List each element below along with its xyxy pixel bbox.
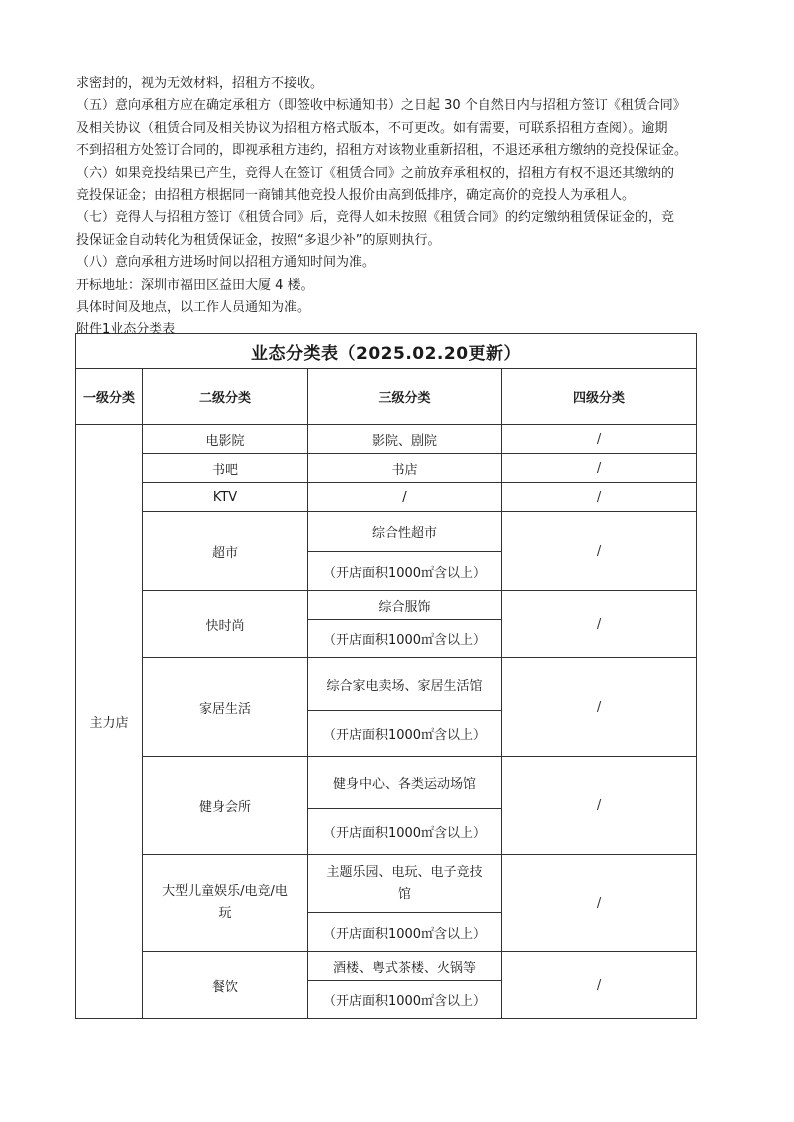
header-level2: 二级分类: [143, 369, 308, 425]
paragraph-line: （七）竞得人与招租方签订《租赁合同》后，竞得人如未按照《租赁合同》的约定缴纳租赁保证金的，竞: [76, 210, 675, 226]
level3-area-note: （开店面积1000㎡含以上）: [308, 711, 502, 757]
level3-cell: 健身中心、各类运动场馆: [308, 757, 502, 809]
level3-cell: 综合服饰: [308, 591, 502, 620]
paragraph-line: 投保证金自动转化为租赁保证金，按照“多退少补”的原则执行。: [76, 232, 441, 248]
table-row: [76, 757, 697, 809]
paragraph-line: 求密封的，视为无效材料，招租方不接收。: [76, 76, 324, 91]
level2-cell: 快时尚: [143, 591, 308, 658]
body-text: [76, 73, 726, 342]
business-classification-table: [75, 333, 696, 1019]
level4-cell: /: [502, 658, 697, 757]
table-row: [76, 855, 697, 913]
level2-cell: 超市: [143, 512, 308, 591]
level3-area-note: （开店面积1000㎡含以上）: [308, 552, 502, 591]
level3-cell: 酒楼、粤式茶楼、火锅等: [308, 952, 502, 981]
level2-cell: KTV: [143, 483, 308, 512]
level3-line: 馆: [397, 886, 411, 902]
level2-cell: 书吧: [143, 454, 308, 483]
table-row: [76, 952, 697, 981]
level3-cell: 书店: [308, 454, 502, 483]
level3-cell: [308, 855, 502, 913]
paragraph-line: 竞投保证金；由招租方根据同一商铺其他竞投人报价由高到低排序，确定高价的竞投人为承租人。: [76, 188, 636, 204]
level4-cell: /: [502, 952, 697, 1019]
level3-area-note: （开店面积1000㎡含以上）: [308, 809, 502, 855]
level3-area-note: （开店面积1000㎡含以上）: [308, 913, 502, 952]
table-row: [76, 658, 697, 711]
level3-cell: 影院、剧院: [308, 425, 502, 454]
level2-cell: 电影院: [143, 425, 308, 454]
level4-cell: /: [502, 512, 697, 591]
address-line: 开标地址：深圳市福田区益田大厦 4 楼。: [76, 277, 314, 293]
level2-cell: [143, 855, 308, 952]
level3-cell: 综合性超市: [308, 512, 502, 552]
level4-cell: /: [502, 483, 697, 512]
level2-line: 玩: [218, 906, 232, 921]
level4-cell: /: [502, 855, 697, 952]
level4-cell: /: [502, 591, 697, 658]
level3-cell: /: [308, 483, 502, 512]
table-row: [76, 512, 697, 552]
level2-cell: 健身会所: [143, 757, 308, 855]
level4-cell: /: [502, 757, 697, 855]
level3-line: 主题乐园、电玩、电子竞技: [326, 864, 483, 880]
level2-line: 大型儿童娱乐/电竞/电: [162, 884, 288, 899]
level3-area-note: （开店面积1000㎡含以上）: [308, 620, 502, 658]
paragraph-line: （八）意向承租方进场时间以招租方通知时间为准。: [76, 255, 376, 271]
paragraph-line: 及相关协议（租赁合同及相关协议为招租方格式版本，不可更改。如有需要，可联系招租方查阅）。逾期: [76, 120, 668, 136]
table-row: [76, 454, 697, 483]
table-row: [76, 425, 697, 454]
level3-cell: 综合家电卖场、家居生活馆: [308, 658, 502, 711]
notice-line: 具体时间及地点，以工作人员通知为准。: [76, 300, 311, 316]
table-row: [76, 591, 697, 620]
header-level1: 一级分类: [76, 369, 143, 425]
paragraph-line: 不到招租方处签订合同的，即视承租方违约，招租方对该物业重新招租，不退还承租方缴纳的竞投保证金。: [76, 143, 688, 159]
paragraph-line: （五）意向承租方应在确定承租方（即签收中标通知书）之日起 30 个自然日内与招租方签订《租赁合同》: [76, 98, 686, 114]
header-level4: 四级分类: [502, 369, 697, 425]
table-title: 业态分类表（2025.02.20更新）: [76, 334, 697, 369]
paragraph-line: （六）如果竞投结果已产生，竞得人在签订《租赁合同》之前放弃承租权的，招租方有权不退还其缴纳的: [76, 165, 675, 181]
level3-area-note: （开店面积1000㎡含以上）: [308, 981, 502, 1019]
attachment-label: 附件1业态分类表: [76, 322, 176, 338]
level2-cell: 餐饮: [143, 952, 308, 1019]
level1-cell: 主力店: [76, 425, 143, 1019]
level4-cell: /: [502, 425, 697, 454]
level2-cell: 家居生活: [143, 658, 308, 757]
header-level3: 三级分类: [308, 369, 502, 425]
level4-cell: /: [502, 454, 697, 483]
table-row: [76, 483, 697, 512]
